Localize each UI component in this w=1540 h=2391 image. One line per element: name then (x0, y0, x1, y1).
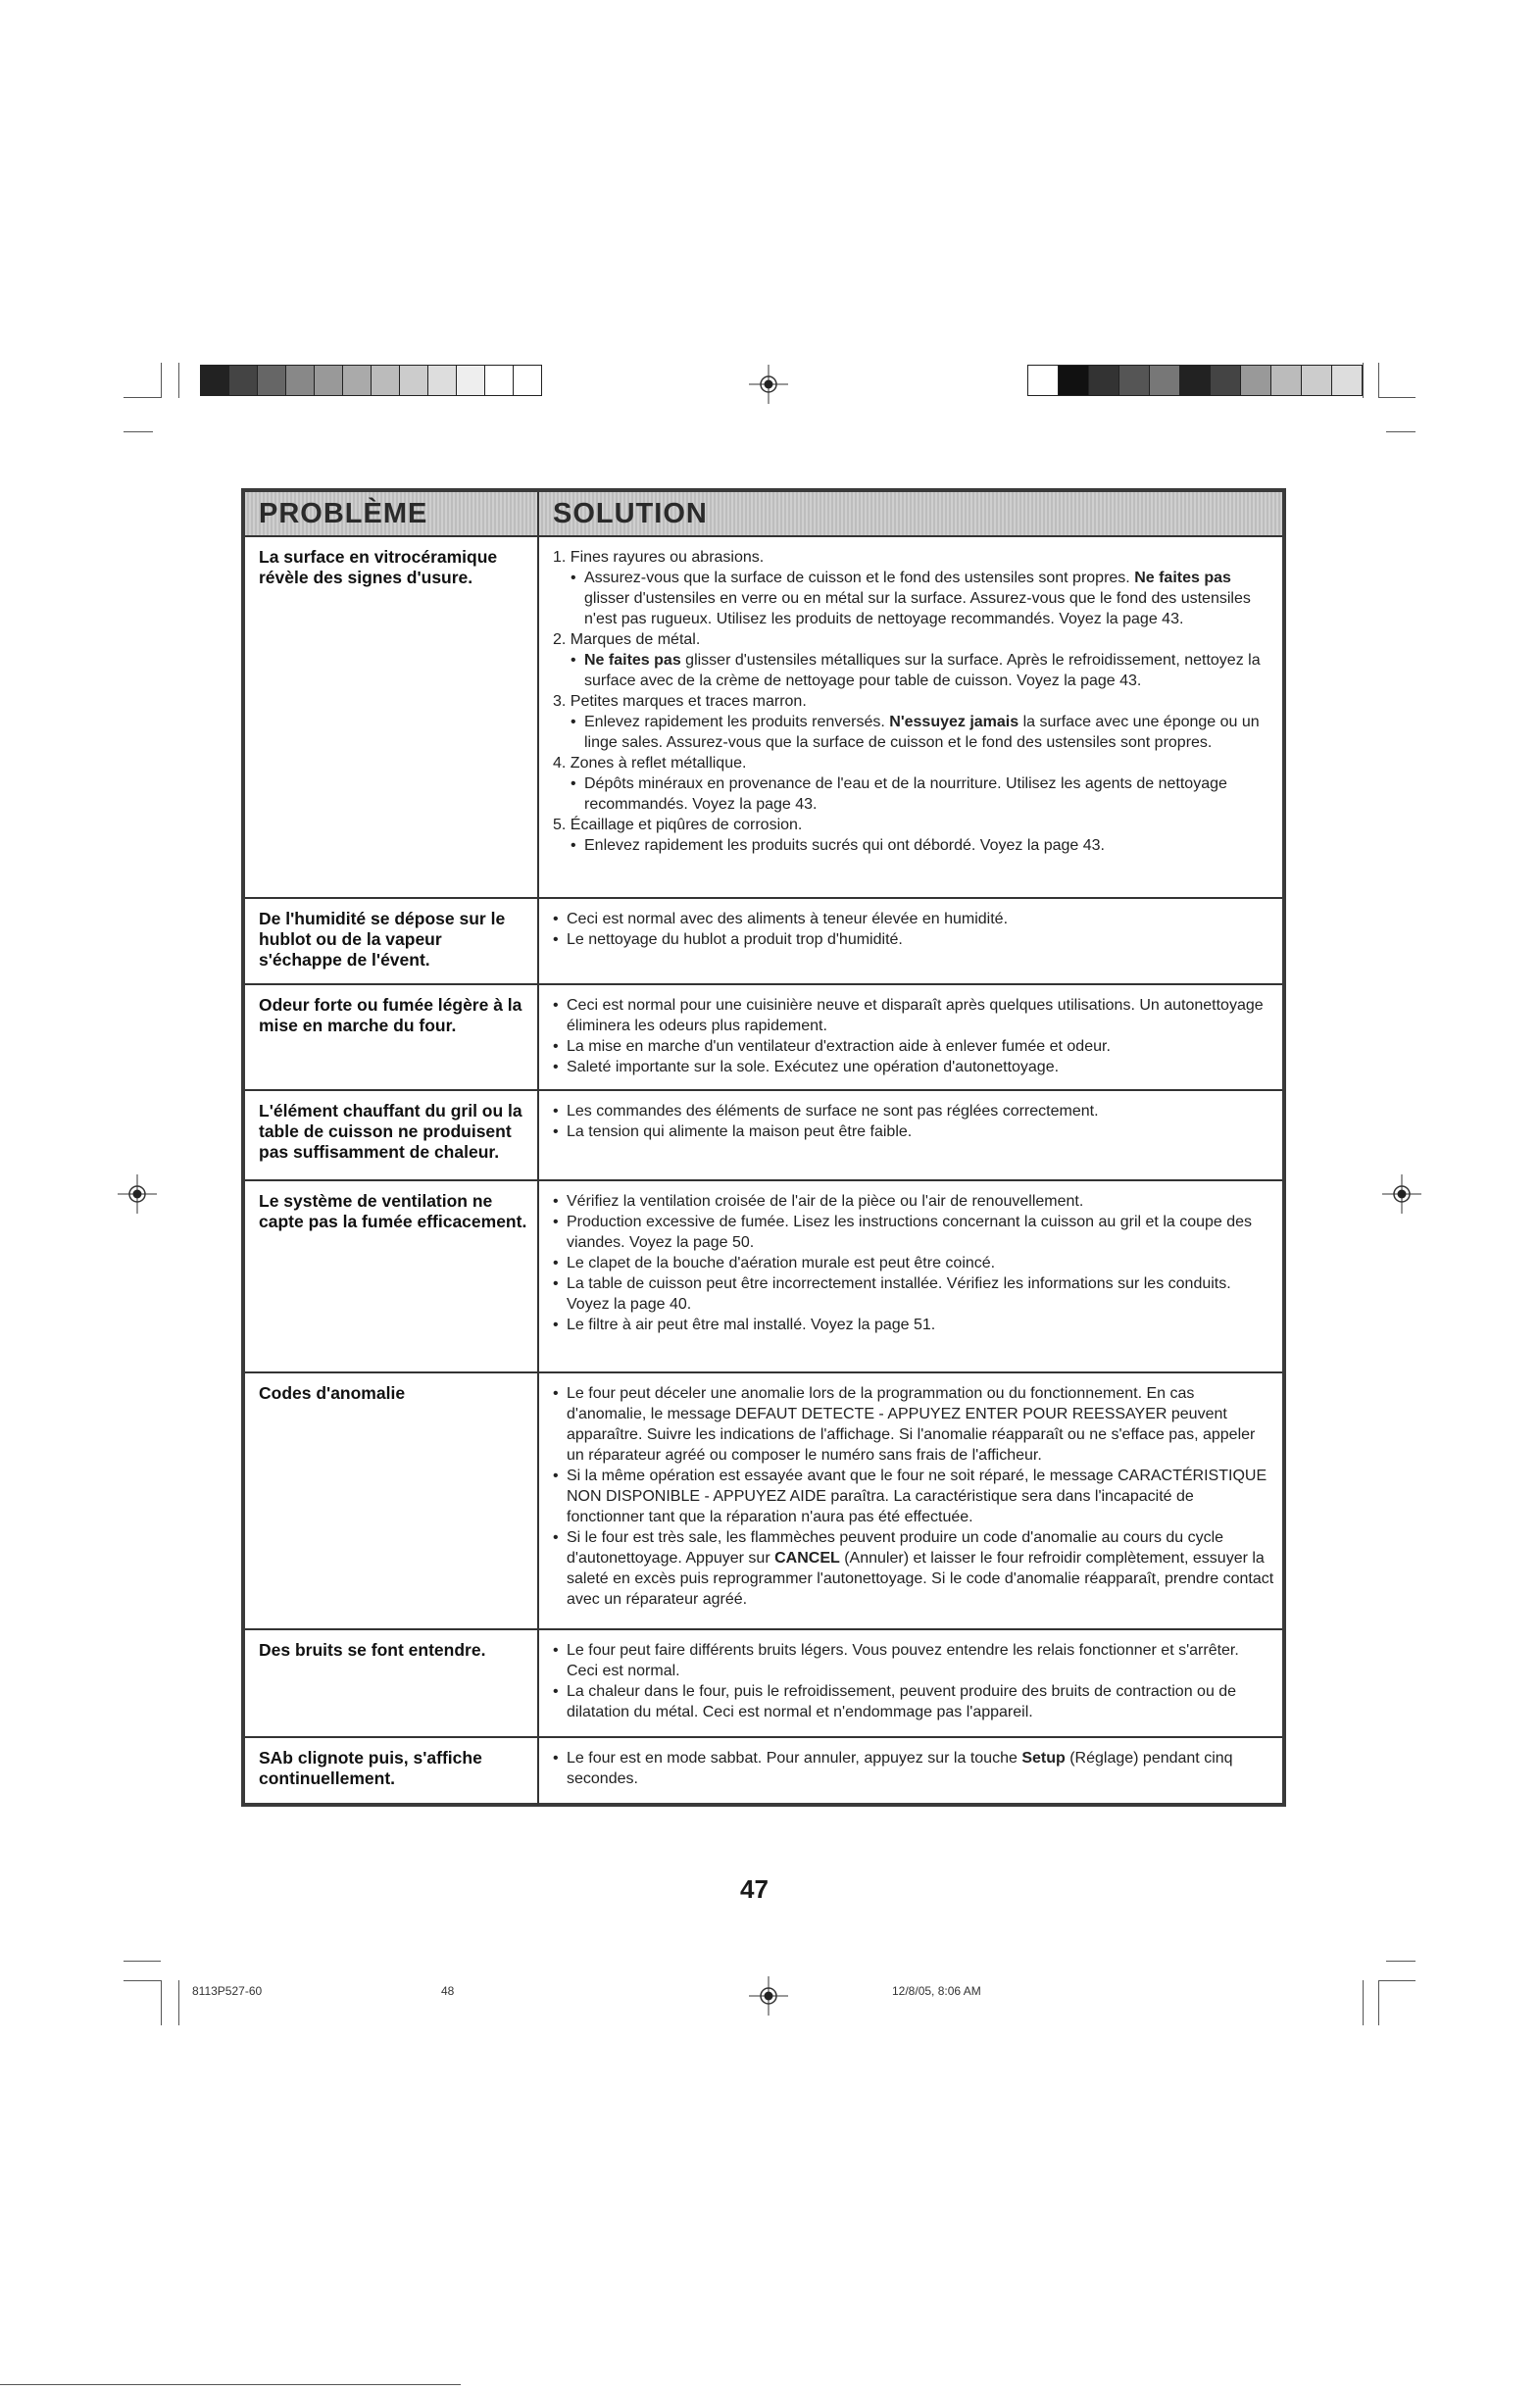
solution-item: 2. Marques de métal. (553, 631, 701, 648)
crop-mark (1378, 1980, 1379, 2025)
solution-cell (539, 1738, 1282, 1805)
solution-item: 4. Zones à reflet métallique. (553, 755, 747, 772)
footer-code: 8113P527-60 (192, 1984, 263, 1998)
crop-mark (161, 1980, 162, 2025)
crop-mark (1386, 431, 1416, 432)
solution-cell (539, 985, 1282, 1089)
crop-mark (1363, 363, 1364, 398)
solution-bullet: • Le filtre à air peut être mal installé. Voyez la page 51. (553, 1317, 936, 1333)
solution-cell (539, 1373, 1282, 1628)
solution-bullet: • Saleté importante sur la sole. Exécutez une opération d'autonettoyage. (553, 1059, 1060, 1075)
solution-bullet: • Enlevez rapidement les produits renversés. N'essuyez jamais la surface avec une éponge ou un linge sales. Assurez-vous que la surface de cuisson et le fond des ustensiles sont propres. (571, 714, 1260, 751)
solution-bullet: • Ne faites pas glisser d'ustensiles métalliques sur la surface. Après le refroidissement, nettoyez la surface avec de la crème de nettoyage pour table de cuisson. Voyez la page 43. (571, 652, 1261, 689)
solution-bullet: • La chaleur dans le four, puis le refroidissement, peuvent produire des bruits de contraction ou de dilatation du métal. Ceci est normal et n'endommage pas l'appareil. (553, 1683, 1237, 1720)
crop-mark (124, 431, 153, 432)
crop-mark (178, 1980, 179, 2025)
solution-bullet: • Assurez-vous que la surface de cuisson et le fond des ustensiles sont propres. Ne faites pas glisser d'ustensiles en verre ou en métal sur la surface. Assurez-vous que le fond des ustensiles n'est pas rugueux. Utilisez les produits de nettoyage recommandés. Voyez la page 43. (571, 570, 1251, 627)
crop-mark (124, 1961, 161, 1962)
problem-cell: Codes d'anomalie (245, 1373, 539, 1628)
solution-bullet: • Production excessive de fumée. Lisez les instructions concernant la cuisson au gril et la coupe des viandes. Voyez la page 50. (553, 1214, 1253, 1251)
problem-cell: La surface en vitrocéramique révèle des signes d'usure. (245, 537, 539, 897)
color-bar-left (200, 365, 541, 396)
footer-date: 12/8/05, 8:06 AM (892, 1984, 981, 1998)
solution-bullet: • Le four peut faire différents bruits légers. Vous pouvez entendre les relais fonctionner et s'arrêter. Ceci est normal. (553, 1642, 1239, 1679)
solution-bullet: • Enlevez rapidement les produits sucrés qui ont débordé. Voyez la page 43. (571, 837, 1105, 854)
problem-cell: SAb clignote puis, s'affiche continuellement. (245, 1738, 539, 1805)
solution-item: 3. Petites marques et traces marron. (553, 693, 807, 710)
header-solution: SOLUTION (539, 492, 1282, 535)
solution-bullet: • Ceci est normal avec des aliments à teneur élevée en humidité. (553, 911, 1009, 927)
crop-mark (178, 363, 179, 398)
solution-item: 5. Écaillage et piqûres de corrosion. (553, 817, 803, 833)
solution-cell (539, 1091, 1282, 1179)
registration-mark-icon (749, 365, 788, 404)
solution-cell (539, 1630, 1282, 1736)
solution-bullet: • Les commandes des éléments de surface ne sont pas réglées correctement. (553, 1103, 1099, 1120)
solution-item: 1. Fines rayures ou abrasions. (553, 549, 765, 566)
troubleshooting-table (241, 488, 1286, 1807)
solution-bullet: • La tension qui alimente la maison peut être faible. (553, 1123, 913, 1140)
solution-bullet: • Si la même opération est essayée avant que le four ne soit réparé, le message CARACTÉRISTIQUE NON DISPONIBLE - APPUYEZ AIDE paraîtra. La caractéristique sera dans l'incapacité de fonctionner tant que la réparation n'aura pas été effectuée. (553, 1468, 1267, 1525)
table-row (245, 1091, 1282, 1181)
table-row (245, 1373, 1282, 1630)
solution-cell (539, 537, 1282, 897)
solution-cell (539, 899, 1282, 983)
solution-bullet: • Le four est en mode sabbat. Pour annuler, appuyez sur la touche Setup (Réglage) pendant cinq secondes. (553, 1750, 1233, 1787)
crop-mark (161, 363, 162, 398)
scan-edge-line (0, 2384, 461, 2385)
table-row (245, 1630, 1282, 1738)
problem-cell: Odeur forte ou fumée légère à la mise en marche du four. (245, 985, 539, 1089)
solution-cell (539, 1181, 1282, 1371)
footer-sheet: 48 (441, 1984, 455, 1998)
registration-mark-icon (749, 1976, 788, 2016)
header-problem: PROBLÈME (245, 492, 539, 535)
table-row (245, 537, 1282, 899)
solution-bullet: • Ceci est normal pour une cuisinière neuve et disparaît après quelques utilisations. Un autonettoyage éliminera les odeurs plus rapidement. (553, 997, 1264, 1034)
crop-mark (1363, 1980, 1364, 2025)
registration-mark-icon (118, 1174, 157, 1214)
solution-bullet: • La table de cuisson peut être incorrectement installée. Vérifiez les informations sur les conduits. Voyez la page 40. (553, 1275, 1231, 1313)
solution-bullet: • Le four peut déceler une anomalie lors de la programmation ou du fonctionnement. En cas d'anomalie, le message DEFAUT DETECTE - APPUYEZ ENTER POUR REESSAYER peuvent apparaître. Suivre les indications de l'affichage. Si l'anomalie réapparaît ou ne s'efface pas, appeler un réparateur agréé ou composer le numéro sans frais de l'afficheur. (553, 1385, 1256, 1464)
problem-cell: Le système de ventilation ne capte pas la fumée efficacement. (245, 1181, 539, 1371)
registration-mark-icon (1382, 1174, 1421, 1214)
crop-mark (124, 397, 161, 398)
crop-mark (1378, 397, 1416, 398)
table-row (245, 1738, 1282, 1805)
problem-cell: De l'humidité se dépose sur le hublot ou de la vapeur s'échappe de l'évent. (245, 899, 539, 983)
crop-mark (1386, 1961, 1416, 1962)
solution-bullet: • Le nettoyage du hublot a produit trop d'humidité. (553, 931, 903, 948)
solution-bullet: • Si le four est très sale, les flammèches peuvent produire un code d'anomalie au cours du cycle d'autonettoyage. Appuyer sur CANCEL (Annuler) et laisser le four refroidir complètement, essuyer la saleté en excès puis reprogrammer l'autonettoyage. Si le code d'anomalie réapparaît, prendre contact avec un réparateur agréé. (553, 1529, 1274, 1608)
solution-bullet: • La mise en marche d'un ventilateur d'extraction aide à enlever fumée et odeur. (553, 1038, 1111, 1055)
crop-mark (1378, 363, 1379, 398)
crop-mark (124, 1980, 161, 1981)
table-row (245, 985, 1282, 1091)
table-row (245, 899, 1282, 985)
solution-bullet: • Dépôts minéraux en provenance de l'eau et de la nourriture. Utilisez les agents de nettoyage recommandés. Voyez la page 43. (571, 775, 1227, 813)
problem-cell: Des bruits se font entendre. (245, 1630, 539, 1736)
problem-cell: L'élément chauffant du gril ou la table de cuisson ne produisent pas suffisamment de chaleur. (245, 1091, 539, 1179)
solution-bullet: • Le clapet de la bouche d'aération murale est peut être coincé. (553, 1255, 996, 1271)
table-row (245, 1181, 1282, 1373)
crop-mark (1378, 1980, 1416, 1981)
solution-bullet: • Vérifiez la ventilation croisée de l'air de la pièce ou l'air de renouvellement. (553, 1193, 1084, 1210)
table-header (245, 492, 1282, 537)
color-bar-right (1027, 365, 1362, 396)
page-number: 47 (740, 1874, 769, 1904)
